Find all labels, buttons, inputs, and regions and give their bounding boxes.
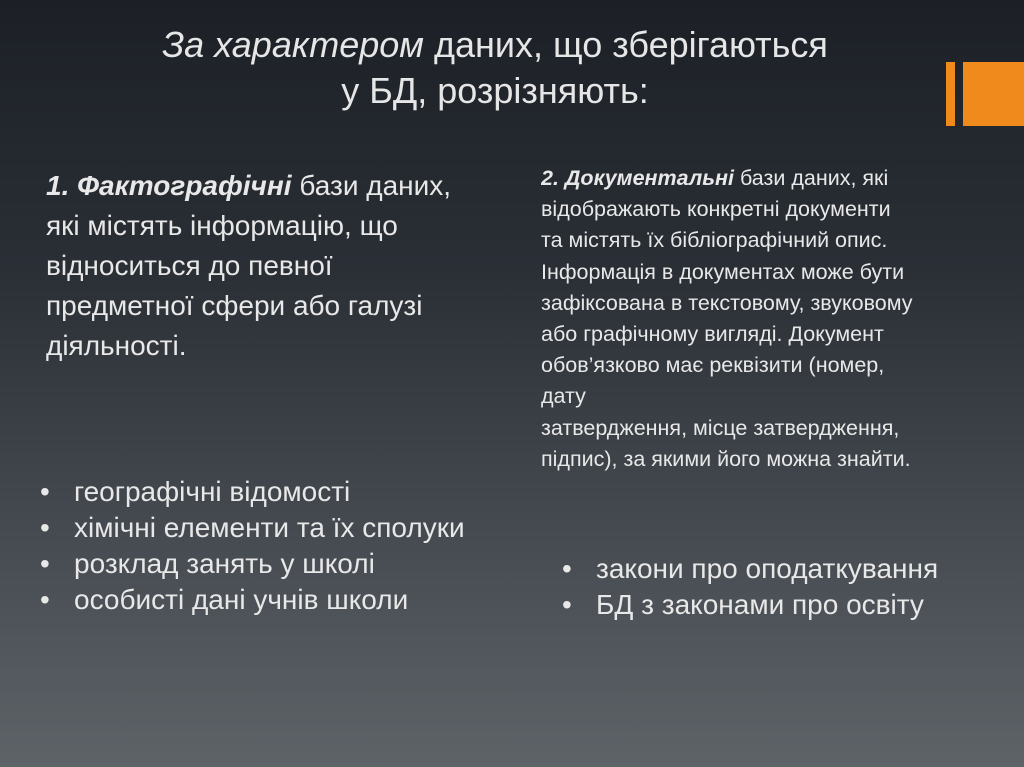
bullet-icon: •	[40, 512, 50, 543]
list-item-text: БД з законами про освіту	[596, 589, 924, 620]
list-item	[40, 582, 470, 618]
bullet-icon: •	[40, 548, 50, 579]
bullet-icon: •	[562, 553, 572, 584]
list-item	[562, 587, 982, 623]
title-line-1	[60, 22, 930, 68]
factographic-examples	[40, 474, 470, 618]
factographic-text: бази даних, які містять інформацію, що відноситься до певної предметної сфери або галузі діяльності.	[46, 170, 452, 361]
slide-title	[60, 22, 930, 114]
bullet-icon: •	[562, 589, 572, 620]
documentary-line: відображають конкретні документи	[541, 197, 891, 222]
documentary-definition	[541, 163, 1024, 475]
documentary-heading: 2. Документальні	[541, 166, 734, 190]
documentary-line-1-rest: бази даних, які	[733, 166, 889, 190]
list-item-text: розклад занять у школі	[74, 548, 375, 579]
documentary-line	[541, 163, 1024, 194]
title-line-2: у БД, розрізняють:	[341, 70, 649, 111]
title-line-1-rest: даних, що зберігаються	[423, 24, 828, 65]
accent-bar-thick	[963, 62, 1024, 126]
documentary-line: дату	[541, 384, 586, 409]
list-item-text: особисті дані учнів школи	[74, 584, 409, 615]
list-item	[562, 551, 982, 587]
list-item	[40, 510, 470, 546]
documentary-examples	[562, 551, 982, 623]
list-item-text: хімічні елементи та їх сполуки	[74, 512, 465, 543]
list-item-text: географічні відомості	[74, 476, 351, 507]
documentary-line: Інформація в документах може бути	[541, 259, 905, 284]
factographic-definition	[46, 166, 466, 366]
documentary-line: або графічному вигляді. Документ	[541, 322, 884, 347]
documentary-line: зафіксована в текстовому, звуковому	[541, 290, 913, 315]
title-italic: За характером	[162, 24, 424, 65]
documentary-line: та містять їх бібліографічний опис.	[541, 228, 888, 253]
list-item	[40, 546, 470, 582]
list-item	[40, 474, 470, 510]
documentary-line: затвердження, місце затвердження,	[541, 415, 900, 440]
factographic-heading: 1. Фактографічні	[46, 170, 292, 201]
documentary-line: підпис), за якими його можна знайти.	[541, 446, 911, 471]
list-item-text: закони про оподаткування	[596, 553, 939, 584]
bullet-icon: •	[40, 584, 50, 615]
documentary-line: обов’язково має реквізити (номер,	[541, 353, 885, 378]
accent-bar-thin	[946, 62, 955, 126]
bullet-icon: •	[40, 476, 50, 507]
